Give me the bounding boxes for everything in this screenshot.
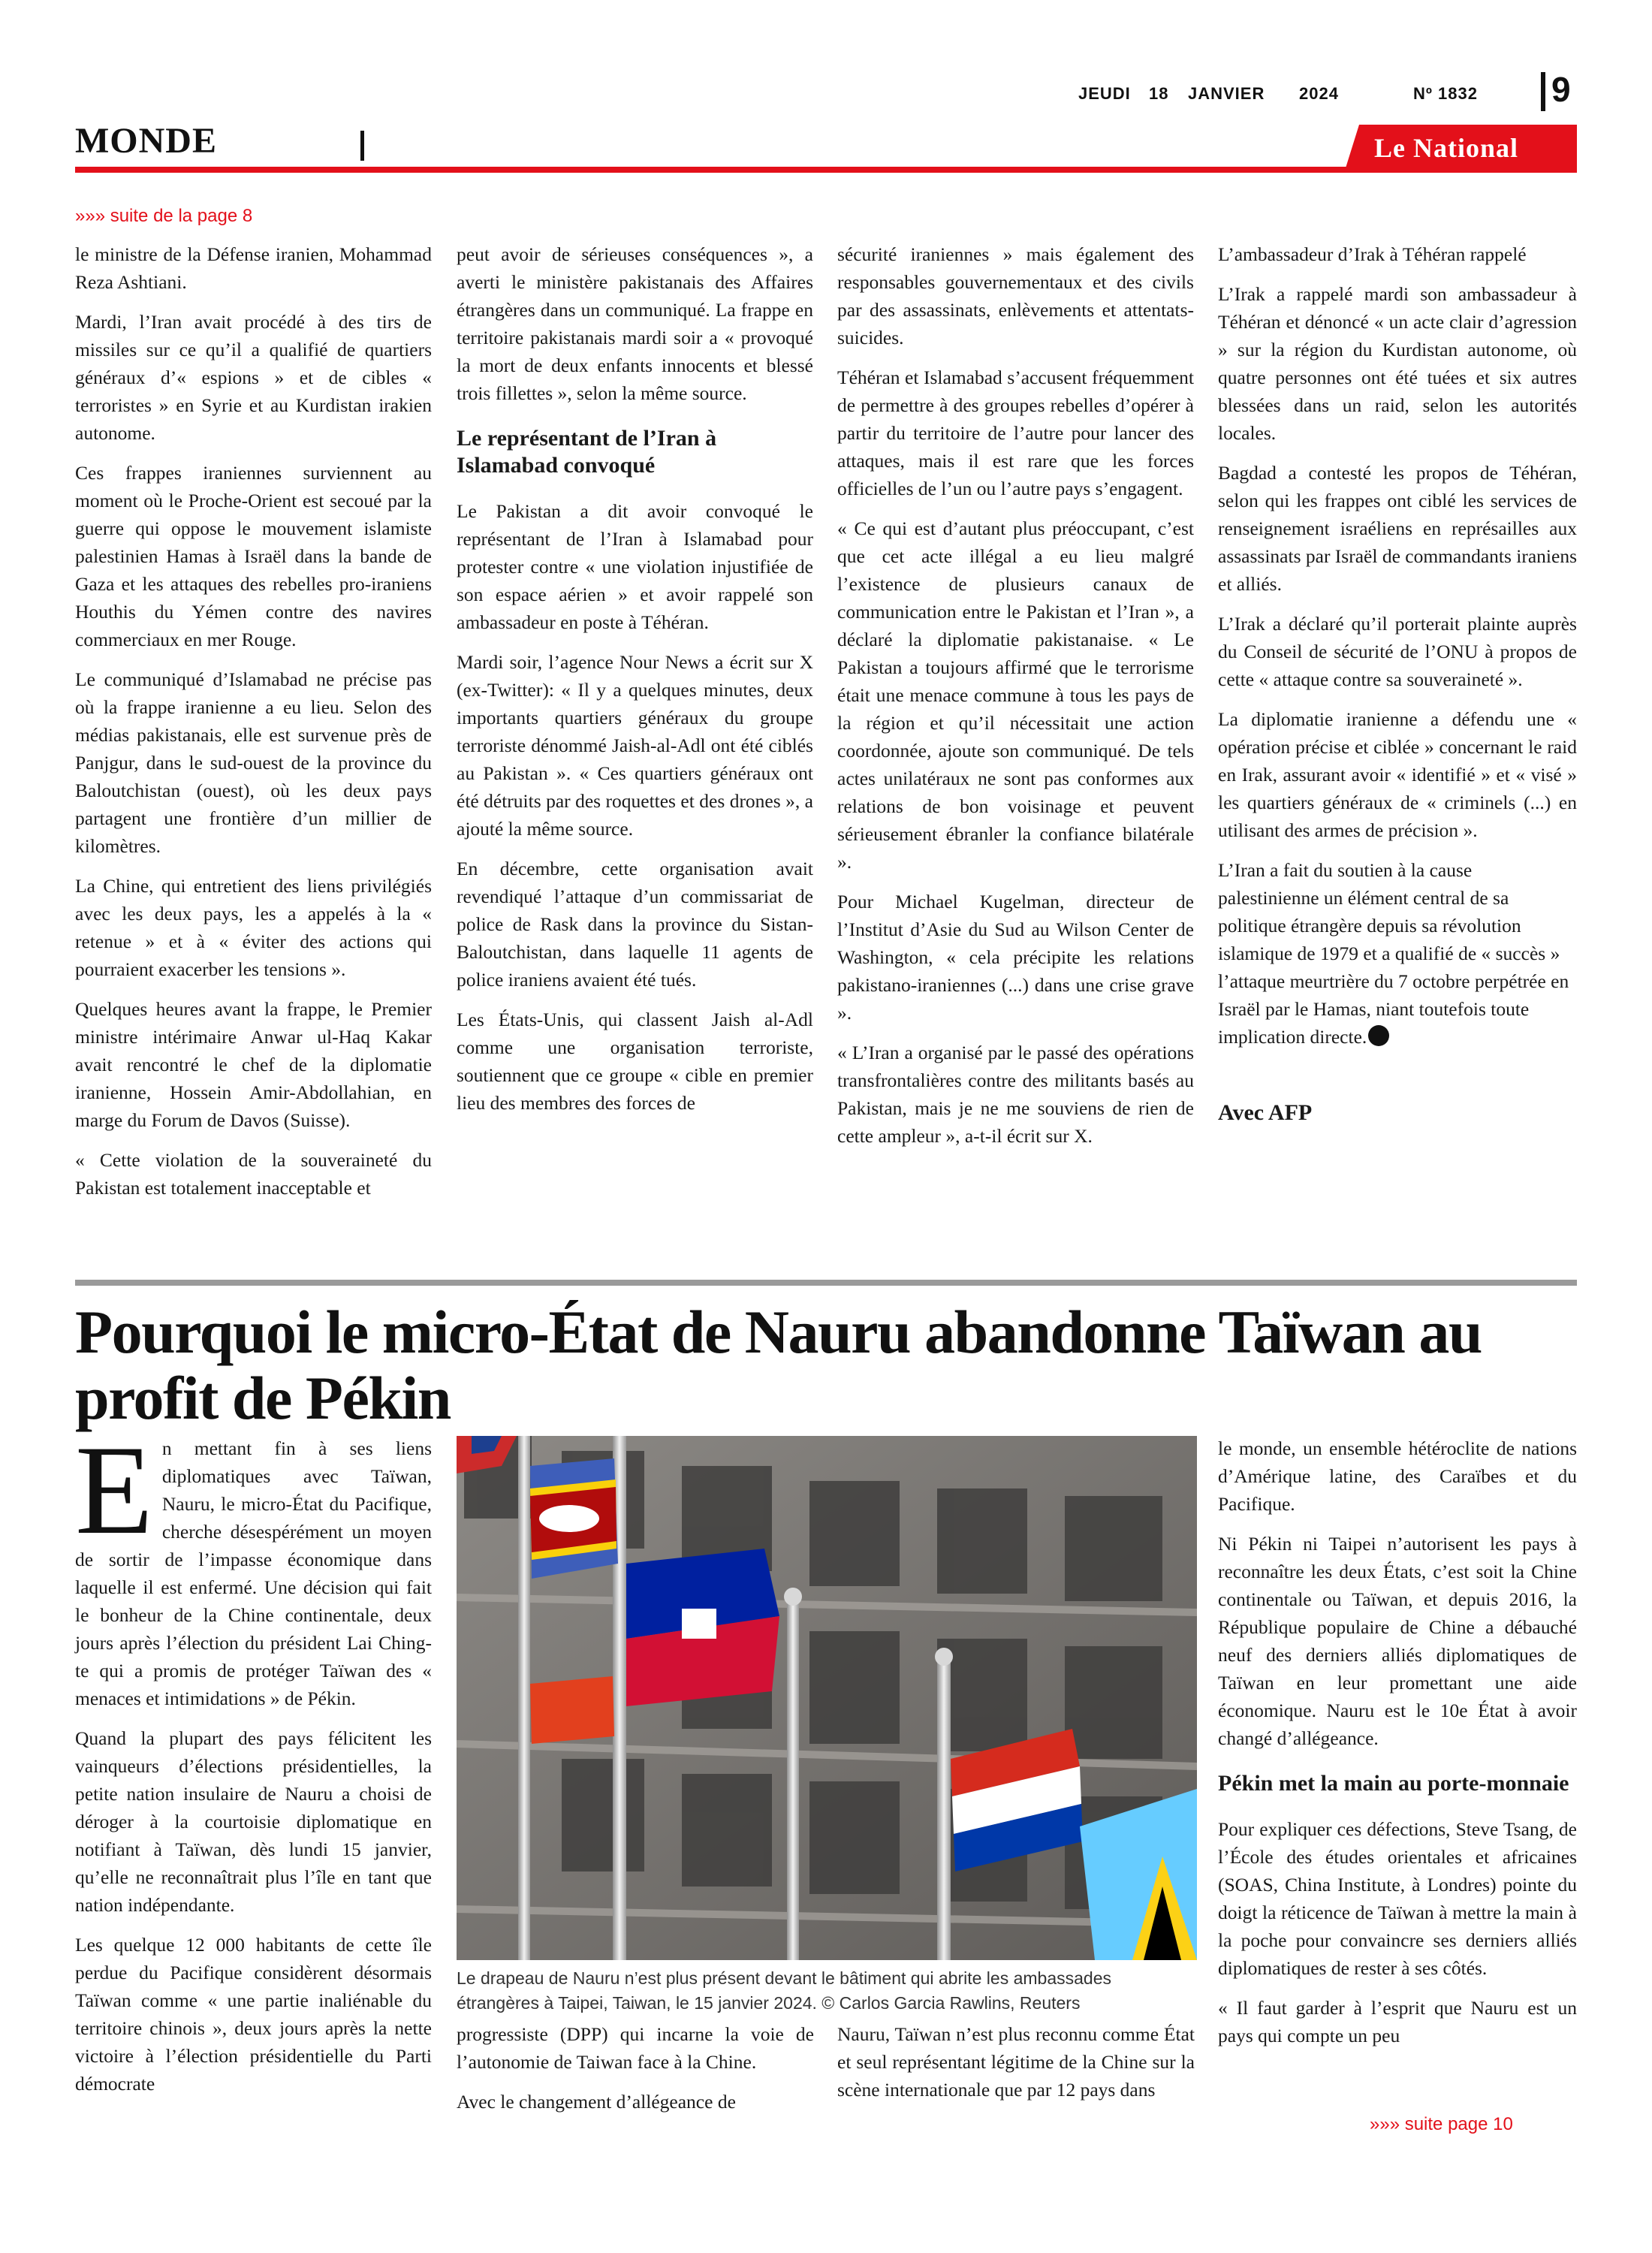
paragraph: Mardi, l’Iran avait procédé à des tirs de missiles sur ce qu’il a qualifié de quartiers généraux d’« espions » et de cibles « terroristes » en Syrie et au Kurdistan irakien autonome. [75,311,432,444]
paragraph-last [1218,856,1577,1051]
page-number: 9 [1551,70,1571,109]
photo-caption: Le drapeau de Nauru n’est plus présent devant le bâtiment qui abrite les ambassades étrangères à Taipei, Taiwan, le 15 janvier 2024. © Carlos Garcia Rawlins, Reuters [457,1968,1111,2013]
end-of-article-icon [1368,1025,1389,1046]
paragraph: Téhéran et Islamabad s’accusent fréquemment de permettre à des groupes rebelles d’opérer à partir du territoire de l’autre pour lancer des attaques, mais il est rare que les forces officielles de l’un ou l’autre pays s’engagent. [837,366,1194,499]
paragraph: L’Irak a déclaré qu’il porterait plainte auprès du Conseil de sécurité de l’ONU à propos de cette « attaque contre sa souveraineté ». [1218,613,1577,690]
paragraph: le monde, un ensemble hétéroclite de nations d’Amérique latine, des Caraïbes et du Pacifique. [1218,1437,1577,1515]
header-date-number: 18 [1149,84,1169,103]
subheading: Le représentant de l’Iran à Islamabad convoqué [457,426,717,478]
article-photo-flags [457,1436,1197,1960]
paragraph: « L’Iran a organisé par le passé des opérations transfrontalières contre des militants basés au Pakistan, mais je ne me souviens de rien de cette ampleur », a-t-il écrit sur X. [837,1042,1194,1147]
continued-to-link[interactable]: »»» suite page 10 [1370,2114,1513,2134]
paragraph: Quelques heures avant la frappe, le Premier ministre intérimaire Anwar ul-Haq Kakar avait rencontré le chef de la diplomatie iranienne, Hossein Amir-Abdollahian, en marge du Forum de Davos (Suisse). [75,998,432,1131]
paragraph: le ministre de la Défense iranien, Mohammad Reza Ashtiani. [75,243,432,293]
article2-column-1 [75,1419,432,2110]
paragraph-text: L’Iran a fait du soutien à la cause palestinienne un élément central de sa politique étrangère depuis sa révolution islamique de 1979 et a qualifié de « succès » l’attaque meurtrière du 7 octobre perpétrée en Israël par le Hamas, niant toutefois toute implication directe. [1218,859,1569,1048]
header-day: JEUDI [1078,84,1131,103]
article2-column-4 [1218,1434,1577,2061]
paragraph: Ni Pékin ni Taipei n’autorisent les pays à reconnaître les deux États, c’est soit la Chine continentale ou Taïwan, et depuis 2016, la République populaire de Chine a débauché neuf des derniers alliés diplomatiques de Taïwan en leur promettant une aide économique. Nauru est le 10e État à avoir changé d’allégeance. [1218,1533,1577,1749]
brand-logo: Le National [1374,133,1519,163]
paragraph: Les États-Unis, qui classent Jaish al-Adl comme une organisation terroriste, soutiennent que ce groupe « cible en premier lieu des membres des forces de [457,1009,813,1114]
paragraph: L’ambassadeur d’Irak à Téhéran rappelé [1218,243,1527,265]
article-signature: Avec AFP [1218,1100,1313,1125]
paragraph: En décembre, cette organisation avait revendiqué l’attaque d’un commissariat de police de Rask dans la province du Sistan-Baloutchistan, dans laquelle 11 agents de police iraniens avaient été tués. [457,858,813,991]
paragraph: Bagdad a contesté les propos de Téhéran, selon qui les frappes ont ciblé les services de renseignement israéliens en représailles aux assassinats par Israël de commandants iraniens et alliés. [1218,462,1577,595]
paragraph: Pour expliquer ces défections, Steve Tsang, de l’École des études orientales et africaines (SOAS, China Institute, à Londres) pointe du doigt la réticence de Taïwan à mettre la main à la poche pour convaincre ses derniers alliés diplomatiques de rester à ses côtés. [1218,1818,1577,1979]
subheading: Pékin met la main au porte-monnaie [1218,1771,1569,1796]
article2-column-3 [837,2020,1195,2116]
continued-from-link[interactable]: »»» suite de la page 8 [75,206,253,226]
paragraph: La Chine, qui entretient des liens privilégiés avec les deux pays, les a appelés à la « retenue » et à « éviter des actions qui pourraient exacerber les tensions ». [75,875,432,980]
article2-headline: Pourquoi le micro-État de Nauru abandonne Taïwan au profit de Pékin [75,1298,1482,1432]
paragraph: Avec le changement d’allégeance de [457,2091,736,2113]
article-divider [75,1280,1577,1286]
paragraph: progressiste (DPP) qui incarne la voie de l’autonomie de Taiwan face à la Chine. [457,2023,814,2073]
paragraph: L’Irak a rappelé mardi son ambassadeur à Téhéran et dénoncé « un acte clair d’agression » sur la région du Kurdistan autonome, où quatre personnes ont été tuées et six autres blessées dans un raid, selon les autorités locales. [1218,283,1577,444]
drop-cap: E [75,1419,153,1561]
page-number-divider [1541,72,1545,111]
section-title: MONDE [75,121,217,161]
paragraph: « Cette violation de la souveraineté du Pakistan est totalement inacceptable et [75,1149,432,1199]
paragraph: Mardi soir, l’agence Nour News a écrit sur X (ex-Twitter): « Il y a quelques minutes, deux importants quartiers généraux du groupe terroriste dénommé Jaish-al-Adl ont été ciblés au Pakistan ». « Ces quartiers généraux ont été détruits par des roquettes et des drones », a ajouté la même source. [457,651,813,840]
paragraph: Nauru, Taïwan n’est plus reconnu comme État et seul représentant légitime de la Chine sur la scène internationale que par 12 pays dans [837,2023,1195,2101]
article2-column-2 [457,2020,814,2128]
paragraph: La diplomatie iranienne a défendu une « opération précise et ciblée » concernant le raid en Irak, assurant avoir « identifié » et « visé » les quartiers généraux de « criminels (...) en utilisant des armes de précision ». [1218,708,1577,841]
paragraph: Le communiqué d’Islamabad ne précise pas où la frappe iranienne a eu lieu. Selon des médias pakistanais, elle est survenue près de Panjgur, dans le sud-ouest de la province du Baloutchistan (ouest), où les deux pays partagent une frontière d’un millier de kilomètres. [75,668,432,857]
paragraph: « Ce qui est d’autant plus préoccupant, c’est que cet acte illégal a eu lieu malgré l’existence de plusieurs canaux de communication entre le Pakistan et l’Iran », a déclaré la diplomatie pakistanaise. « Le Pakistan a toujours affirmé que le terrorisme était une menace commune à tous les pays de la région et qu’il nécessitait une action coordonnée, ajoute son communiqué. De tels actes unilatéraux ne sont pas conformes aux relations de bon voisinage et peuvent sérieusement ébranler la confiance bilatérale ». [837,517,1194,873]
paragraph-text: n mettant fin à ses liens diplomatiques avec Taïwan, Nauru, le micro-État du Pacifique, cherche désespérément un moyen de sortir de l’impasse économique dans laquelle il est enfermé. Une décision qui fait le bonheur de la Chine continentale, deux jours après l’élection du président Lai Ching-te qui a promis de protéger Taïwan des « menaces et intimidations » de Pékin. [75,1437,432,1709]
article1-column-1 [75,240,432,1214]
article1-column-3 [837,240,1194,1162]
lead-paragraph [75,1419,432,1712]
article1-column-4 [1218,240,1577,1126]
paragraph: Pour Michael Kugelman, directeur de l’Institut d’Asie du Sud au Wilson Center de Washington, « cela précipite les relations pakistano-iraniennes (...) dans une crise grave ». [837,891,1194,1024]
section-divider [360,131,364,161]
paragraph: Les quelque 12 000 habitants de cette île perdue du Pacifique considèrent désormais Taïwan comme « une partie inaliénable du territoire chinois », deux jours après la nette victoire à l’élection présidentielle du Parti démocrate [75,1934,432,2095]
flags-photo-illustration [457,1436,1197,1960]
paragraph: sécurité iraniennes » mais également des responsables gouvernementaux et des civils par des assassinats, enlèvements et attentats-suicides. [837,243,1194,348]
header-year: 2024 [1299,84,1339,103]
header-issue-number: Nº 1832 [1413,84,1478,103]
paragraph: peut avoir de sérieuses conséquences », a averti le ministère pakistanais des Affaires étrangères dans un communiqué. La frappe en territoire pakistanais mardi soir a « provoqué la mort de deux enfants innocents et blessé trois fillettes », selon la même source. [457,243,813,404]
paragraph: « Il faut garder à l’esprit que Nauru est un pays qui compte un peu [1218,1997,1577,2046]
paragraph: Le Pakistan a dit avoir convoqué le représentant de l’Iran à Islamabad pour protester contre « une violation injustifiée de son espace aérien » et avoir rappelé son ambassadeur en poste à Téhéran. [457,500,813,633]
paragraph: Quand la plupart des pays félicitent les vainqueurs d’élections présidentielles, la petite nation insulaire de Nauru a choisi de déroger à la courtoisie diplomatique en notifiant à Taïwan, dès lundi 15 janvier, qu’elle ne reconnaîtrait plus l’île en tant que nation indépendante. [75,1727,432,1916]
header-month: JANVIER [1188,84,1265,103]
paragraph: Ces frappes iraniennes surviennent au moment où le Proche-Orient est secoué par la guerre qui oppose le mouvement islamiste palestinien Hamas à Israël dans la bande de Gaza et les attaques des rebelles pro-iraniens Houthis du Yémen contre des navires commerciaux en mer Rouge. [75,462,432,650]
article1-column-2 [457,240,813,1129]
